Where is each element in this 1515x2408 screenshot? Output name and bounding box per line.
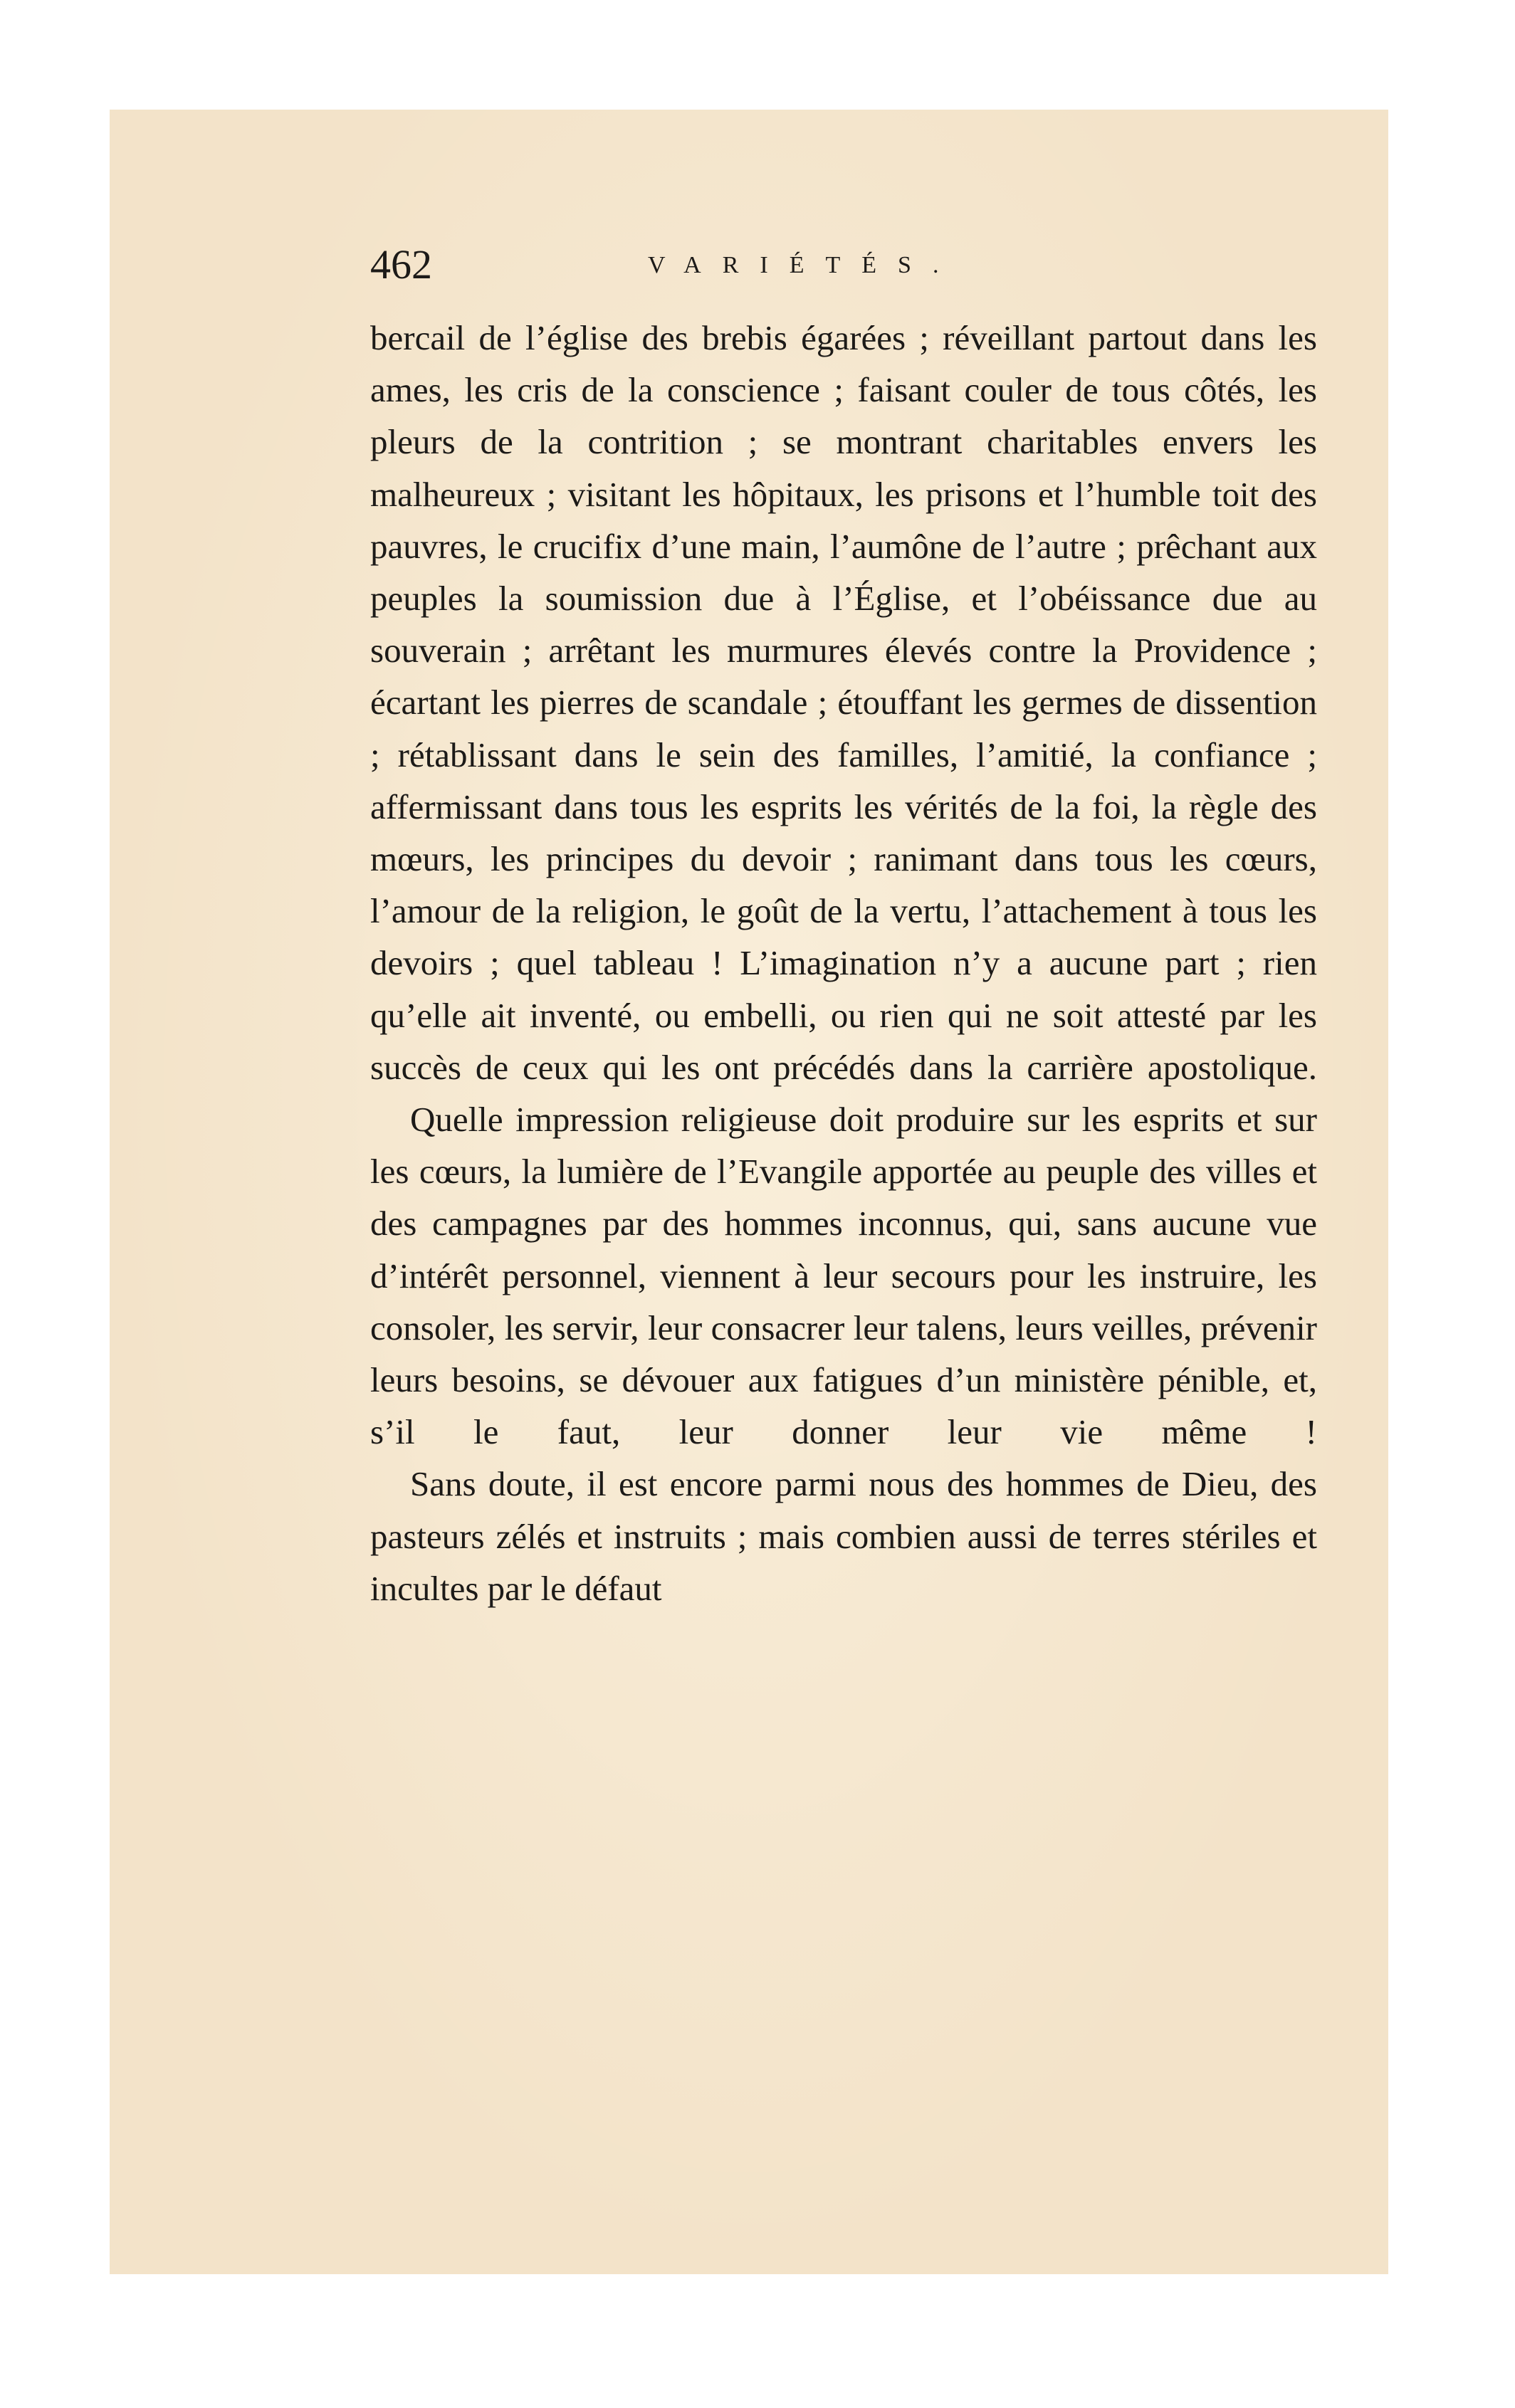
paragraph-3: Sans doute, il est encore parmi nous des hommes de Dieu, des pasteurs zélés et instruits ; mais combien aussi de terres stériles et incultes par le défaut	[370, 1464, 1317, 1608]
page-number: 462	[370, 241, 432, 288]
running-title: VARIÉTÉS.	[648, 252, 960, 278]
paragraph-1: bercail de l’église des brebis égarées ; réveillant partout dans les ames, les cris de la conscience ; faisant couler de tous côtés, les pleurs de la contrition ; se montrant charitables envers les malheureux ; visitant les hôpitaux, les prisons et l’humble toit des pauvres, le crucifix d’une main, l’aumône de l’autre ; prêchant aux peuples la soumission due à l’Église, et l’obéissance due au souverain ; arrêtant les murmures élevés contre la Providence ; écartant les pierres de scandale ; étouffant les germes de dissention ; rétablissant dans le sein des familles, l’amitié, la confiance ; affermissant dans tous les esprits les vérités de la foi, la règle des mœurs, les principes du devoir ; ranimant dans tous les cœurs, l’amour de la religion, le goût de la vertu, l’attachement à tous les devoirs ; quel tableau ! L’imagination n’y a aucune part ; rien qu’elle ait inventé, ou embelli, ou rien qui ne soit attesté par les succès de ceux qui les ont précédés dans la carrière apostolique.	[370, 318, 1317, 1087]
page-header	[370, 240, 1317, 290]
body-text	[370, 312, 1317, 1614]
paragraph-2: Quelle impression religieuse doit produire sur les esprits et sur les cœurs, la lumière de l’Evangile apportée au peuple des villes et des campagnes par des hommes inconnus, qui, sans aucune vue d’intérêt personnel, viennent à leur secours pour les instruire, les consoler, les servir, leur consacrer leur talens, leurs veilles, prévenir leurs besoins, se dévouer aux fatigues d’un ministère pénible, et, s’il le faut, leur donner leur vie même !	[370, 1100, 1317, 1452]
